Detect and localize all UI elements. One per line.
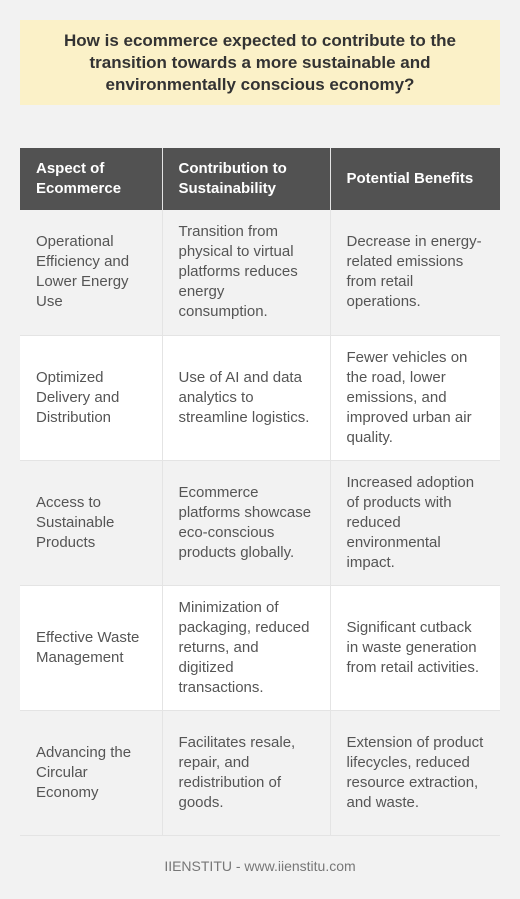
cell-aspect: Advancing the Circular Economy (20, 710, 162, 835)
cell-contribution: Facilitates resale, repair, and redistribution of goods. (162, 710, 330, 835)
cell-benefits: Increased adoption of products with reduced environmental impact. (330, 460, 500, 585)
column-header-benefits: Potential Benefits (330, 148, 500, 210)
cell-aspect: Optimized Delivery and Distribution (20, 335, 162, 460)
table-row (20, 585, 500, 710)
cell-aspect: Effective Waste Management (20, 585, 162, 710)
cell-contribution: Transition from physical to virtual platforms reduces energy consumption. (162, 210, 330, 335)
cell-benefits: Fewer vehicles on the road, lower emissions, and improved urban air quality. (330, 335, 500, 460)
cell-benefits: Decrease in energy-related emissions from retail operations. (330, 210, 500, 335)
cell-aspect: Access to Sustainable Products (20, 460, 162, 585)
column-header-contribution: Contribution to Sustainability (162, 148, 330, 210)
table-header-row (20, 148, 500, 210)
cell-benefits: Extension of product lifecycles, reduced resource extraction, and waste. (330, 710, 500, 835)
cell-contribution: Use of AI and data analytics to streamline logistics. (162, 335, 330, 460)
column-header-aspect: Aspect of Ecommerce (20, 148, 162, 210)
title-banner (20, 20, 500, 105)
cell-contribution: Minimization of packaging, reduced returns, and digitized transactions. (162, 585, 330, 710)
cell-benefits: Significant cutback in waste generation from retail activities. (330, 585, 500, 710)
table-row (20, 210, 500, 335)
footer-credit: IIENSTITU - www.iienstitu.com (164, 858, 356, 874)
table-row (20, 460, 500, 585)
page-title: How is ecommerce expected to contribute to the transition towards a more sustainable and environmentally conscious economy? (63, 30, 457, 94)
table-row (20, 710, 500, 835)
sustainability-table (20, 148, 500, 836)
cell-aspect: Operational Efficiency and Lower Energy Use (20, 210, 162, 335)
table-row (20, 335, 500, 460)
cell-contribution: Ecommerce platforms showcase eco-conscious products globally. (162, 460, 330, 585)
